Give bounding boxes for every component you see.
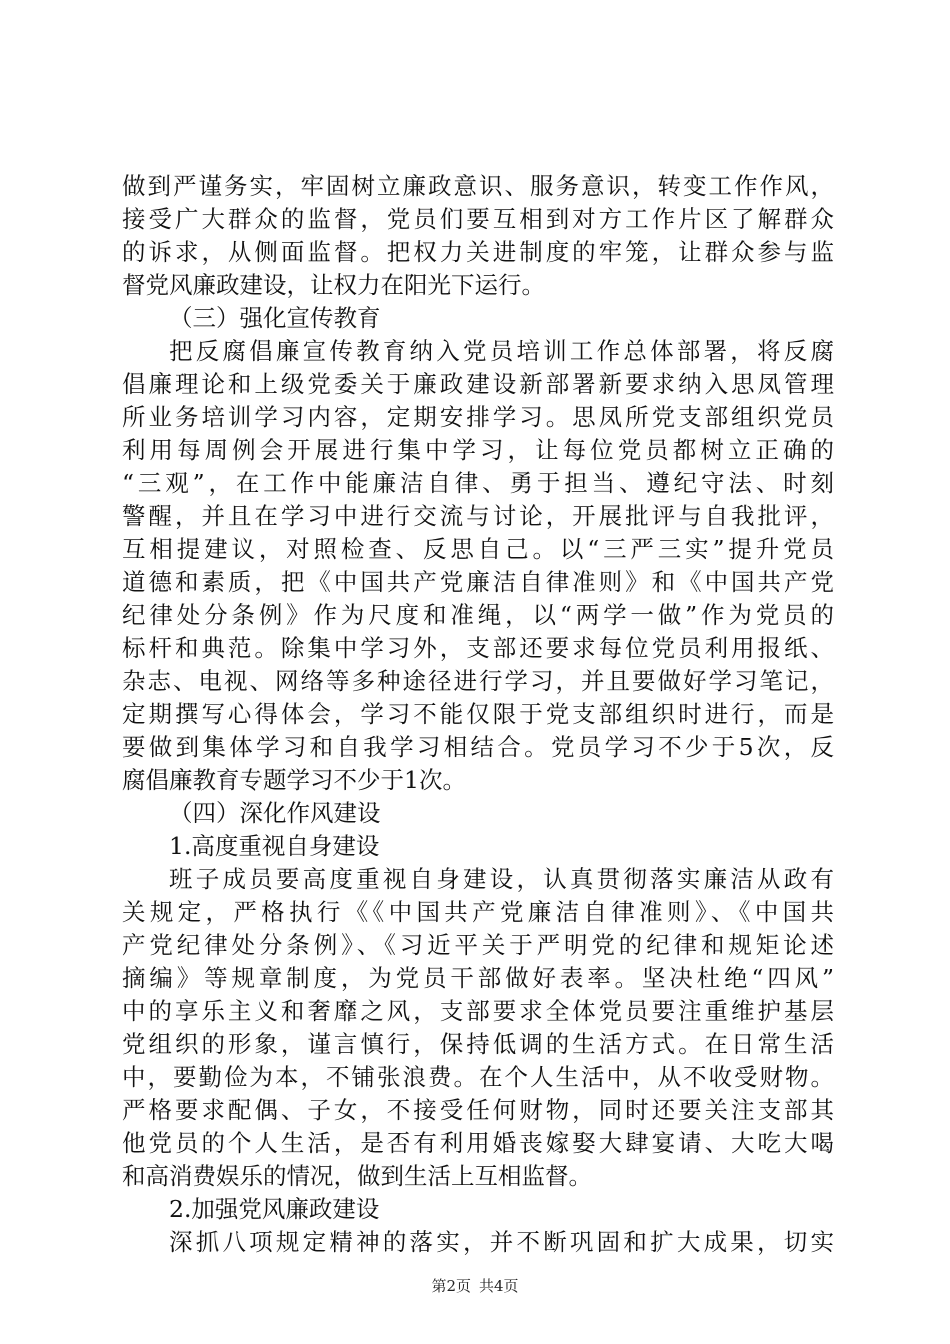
text-line: 做到严谨务实，牢固树立廉政意识、服务意识，转变工作作风， xyxy=(122,172,834,200)
text-line: 互相提建议，对照检查、反思自己。以“三严三实”提升党员 xyxy=(122,535,834,563)
text-line: （三）强化宣传教育 xyxy=(169,304,381,332)
text-line: 所业务培训学习内容，定期安排学习。思凤所党支部组织党员 xyxy=(122,403,834,431)
total-pages: 共4页 xyxy=(479,1277,519,1295)
text-line: 关规定，严格执行《《中国共产党廉洁自律准则》、《中国共 xyxy=(122,898,834,926)
page-footer xyxy=(0,1276,950,1296)
text-line: 督党风廉政建设，让权力在阳光下运行。 xyxy=(122,271,545,299)
text-line: 纪律处分条例》作为尺度和准绳，以“两学一做”作为党员的 xyxy=(122,601,834,629)
text-line: 和高消费娱乐的情况，做到生活上互相监督。 xyxy=(122,1162,592,1190)
text-line: 党组织的形象，谨言慎行，保持低调的生活方式。在日常生活 xyxy=(122,1030,834,1058)
text-line: 道德和素质，把《中国共产党廉洁自律准则》和《中国共产党 xyxy=(122,568,834,596)
text-line: 要做到集体学习和自我学习相结合。党员学习不少于5次，反 xyxy=(122,733,834,761)
text-line: 倡廉理论和上级党委关于廉政建设新部署新要求纳入思凤管理 xyxy=(122,370,834,398)
text-line: 接受广大群众的监督，党员们要互相到对方工作片区了解群众 xyxy=(122,205,834,233)
text-line: 严格要求配偶、子女，不接受任何财物，同时还要关注支部其 xyxy=(122,1096,834,1124)
text-line: 中，要勤俭为本，不铺张浪费。在个人生活中，从不收受财物。 xyxy=(122,1063,834,1091)
text-line: 深抓八项规定精神的落实，并不断巩固和扩大成果，切实 xyxy=(169,1228,834,1256)
text-line: 定期撰写心得体会，学习不能仅限于党支部组织时进行，而是 xyxy=(122,700,834,728)
text-line: “三观”，在工作中能廉洁自律、勇于担当、遵纪守法、时刻 xyxy=(122,469,834,497)
text-line: 标杆和典范。除集中学习外，支部还要求每位党员利用报纸、 xyxy=(122,634,834,662)
text-line: 杂志、电视、网络等多种途径进行学习，并且要做好学习笔记， xyxy=(122,667,834,695)
text-line: 中的享乐主义和奢靡之风，支部要求全体党员要注重维护基层 xyxy=(122,997,834,1025)
text-line: 腐倡廉教育专题学习不少于1次。 xyxy=(122,766,466,794)
text-line: 的诉求，从侧面监督。把权力关进制度的牢笼，让群众参与监 xyxy=(122,238,834,266)
text-line: 他党员的个人生活，是否有利用婚丧嫁娶大肆宴请、大吃大喝 xyxy=(122,1129,834,1157)
text-line: 班子成员要高度重视自身建设，认真贯彻落实廉洁从政有 xyxy=(169,865,834,893)
text-line: 1.高度重视自身建设 xyxy=(169,832,380,860)
text-line: 产党纪律处分条例》、《习近平关于严明党的纪律和规矩论述 xyxy=(122,931,834,959)
document-body xyxy=(122,170,834,1259)
text-line: 利用每周例会开展进行集中学习，让每位党员都树立正确的 xyxy=(122,436,834,464)
text-line: （四）深化作风建设 xyxy=(169,799,381,827)
text-line: 摘编》等规章制度，为党员干部做好表率。坚决杜绝“四风” xyxy=(122,964,834,992)
text-line: 把反腐倡廉宣传教育纳入党员培训工作总体部署，将反腐 xyxy=(169,337,834,365)
text-line: 警醒，并且在学习中进行交流与讨论，开展批评与自我批评， xyxy=(122,502,834,530)
text-line: 2.加强党风廉政建设 xyxy=(169,1195,380,1223)
page-number: 第2页 xyxy=(431,1277,471,1295)
